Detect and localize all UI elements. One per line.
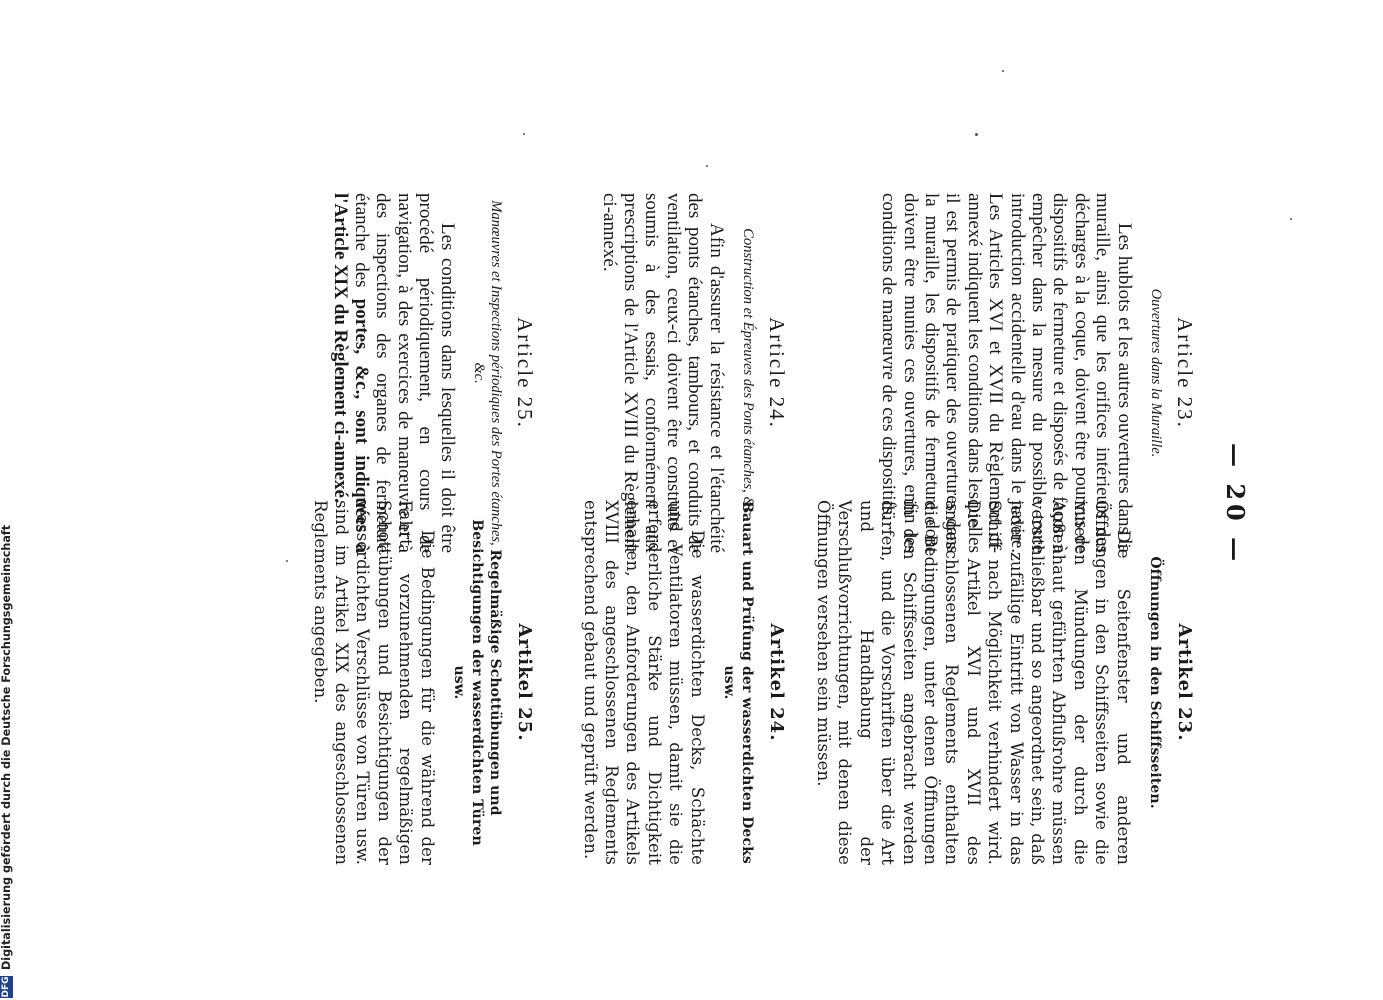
- scan-speck: [975, 133, 978, 136]
- article-23-german: [813, 500, 1196, 865]
- dfg-logo: DFG: [1, 976, 11, 998]
- digitization-footer: [0, 0, 16, 1000]
- article-body: Die Seitenfenster und anderen Öffnungen in den Schiffsseiten sowie die inneren Mündungen der durch die Außenhaut geführten Abflußrohre müssen verschließbar und so angeordnet sein, daß jeder zufällige Eintritt von Wasser in das Schiff nach Möglichkeit verhindert wird. Die Artikel XVI und XVII des angeschlossenen Reglements enthalten die Bedingungen, unter denen Öffnungen in den Schiffsseiten angebracht werden dürfen, und die Vorschriften über die Art und Handhabung der Verschlußvorrichtungen, mit denen diese Öffnungen versehen sein müssen.: [813, 500, 1133, 865]
- article-body: Afin d'assurer la résistance et l'étanchéité des ponts étanches, tambours, et conduits de ventilation, ceux-ci doivent être construits et soumis à des essais, conformément aux prescriptions de l'Article XVIII du Règlement ci-annexé.: [598, 193, 727, 553]
- article-heading: Article 25.: [513, 317, 537, 429]
- article-heading: Article 23.: [1173, 317, 1197, 429]
- article-subheading: Ouvertures dans la Muraille.: [1147, 288, 1164, 458]
- article-body: Les hublots et les autres ouvertures dans la muraille, ainsi que les orifices intérieurs des décharges à la coque, doivent être pourvus de dispositifs de fermeture et disposés de façon à empêcher dans la mesure du possible toute introduction accidentelle d'eau dans le navire. Les Articles XVI et XVII du Règlement ci-annexé indiquent les conditions dans lesquelles il est permis de pratiquer des ouvertures dans la muraille, les dispositifs de fermeture dont doivent être munies ces ouvertures, enfin les conditions de manœuvre de ces dispositifs.: [878, 193, 1135, 553]
- article-body: Die wasserdichten Decks, Schächte und Ventilatoren müssen, damit sie die erforderliche Stärke und Dichtigkeit erhalten, den Anforderungen des Artikels XVIII des angeschlossenen Reglements entsprechend gebaut und geprüft werden.: [580, 500, 707, 865]
- article-body: Die Bedingungen für die während der Fahrt vorzunehmenden regelmäßigen Schottübungen und Besichtigungen der wasserdichten Verschlüsse von Türen usw. sind im Artikel XIX des angeschlossenen Reglements angegeben.: [310, 500, 437, 865]
- article-subheading: Manœuvres et Inspections périodiques des Portes étanches, &c.: [470, 200, 504, 546]
- article-heading: Artikel 23.: [1174, 623, 1195, 742]
- scan-speck: [706, 165, 708, 167]
- article-body-text: Les conditions dans lesquelles il doit être procédé périodiquement, en cours de navigation, à des exercices de manœuvre et à des inspections des organes de fermeture étanche des: [350, 193, 458, 553]
- article-heading: Artikel 24.: [766, 623, 787, 742]
- article-body: [329, 193, 457, 553]
- article-24-french: [598, 193, 787, 553]
- scan-speck: [286, 560, 288, 562]
- article-heading: Article 24.: [765, 317, 789, 429]
- article-heading: Artikel 25.: [514, 623, 535, 742]
- article-23-french: [878, 193, 1195, 553]
- scan-speck: [523, 133, 525, 135]
- article-body-bold-text: portes, &c., sont indiquées à l'Article XIX du Règlement ci-annexé.: [329, 193, 372, 553]
- article-subheading: Construction et Épreuves des Ponts étanches, &c.: [739, 228, 756, 518]
- article-25-german: [309, 500, 535, 865]
- article-subheading: Regelmäßige Schottübungen und Besichtigungen der wasserdichten Türen usw.: [450, 519, 503, 846]
- article-subheading: Bauart und Prüfung der wasserdichten Decks usw.: [720, 501, 755, 864]
- article-24-german: [579, 500, 787, 865]
- scan-speck: [1002, 70, 1004, 72]
- article-subheading: Öffnungen in den Schiffsseiten.: [1146, 556, 1163, 809]
- scan-speck: [1290, 218, 1292, 220]
- page-number: — 20 —: [1221, 443, 1250, 566]
- article-25-french: [329, 193, 535, 553]
- footer-text: Digitalisierung gefördert durch die Deutsche Forschungsgemeinschaft: [0, 524, 13, 970]
